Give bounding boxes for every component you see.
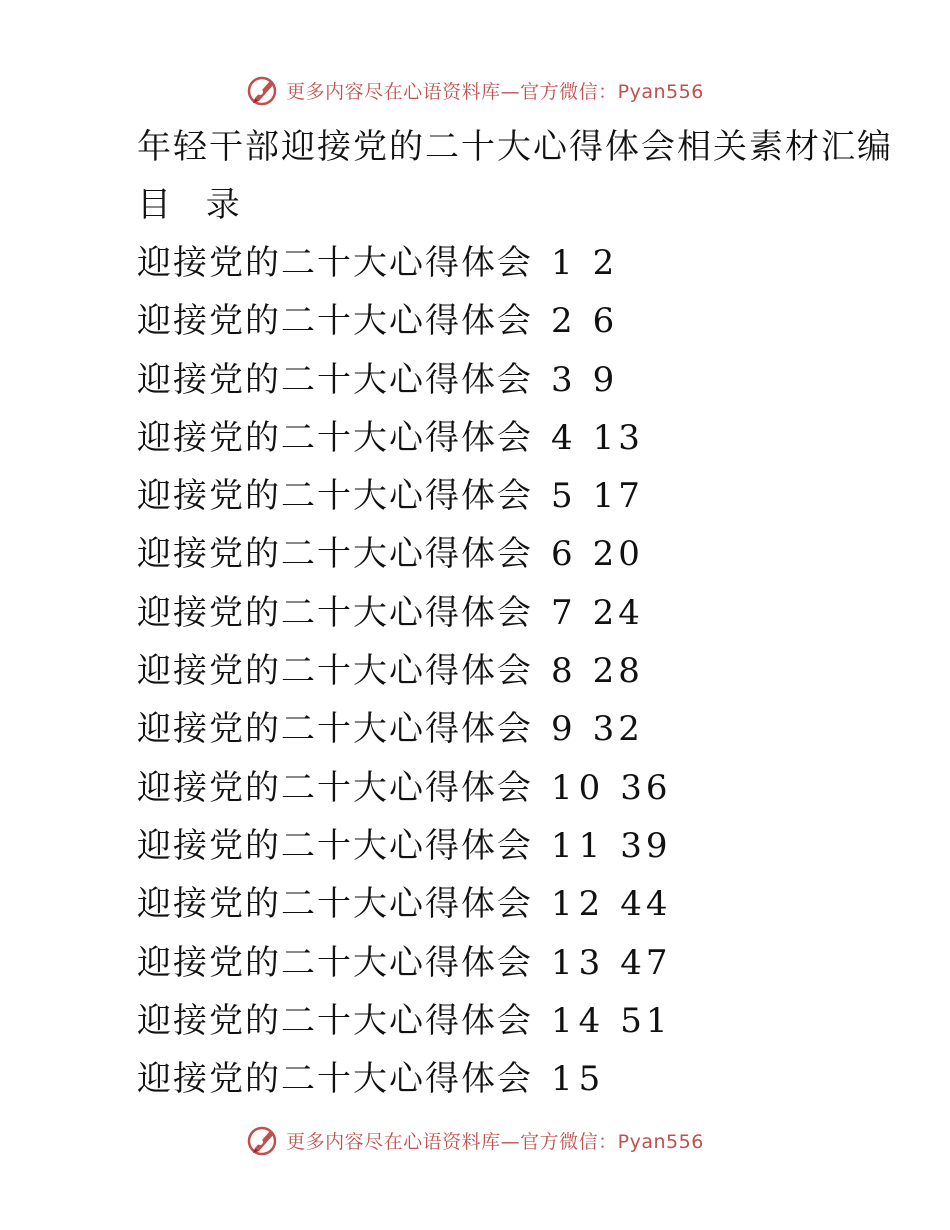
toc-item-label: 迎接党的二十大心得体会 bbox=[137, 417, 533, 458]
toc-heading: 目 录 bbox=[137, 185, 252, 225]
toc-item[interactable] bbox=[137, 934, 917, 992]
toc-item-number: 12 bbox=[551, 884, 607, 925]
toc-item[interactable] bbox=[137, 700, 917, 758]
toc-item-label: 迎接党的二十大心得体会 bbox=[137, 243, 533, 283]
toc-item-label: 迎接党的二十大心得体会 bbox=[137, 476, 533, 517]
toc-item-label: 迎接党的二十大心得体会 bbox=[137, 1059, 533, 1100]
toc-item-number: 10 bbox=[551, 767, 607, 808]
toc-item-page: 2 bbox=[592, 243, 619, 283]
table-of-contents bbox=[137, 234, 917, 1108]
toc-item-number: 11 bbox=[551, 825, 607, 866]
toc-item-label: 迎接党的二十大心得体会 bbox=[137, 942, 533, 983]
toc-item-number: 5 bbox=[551, 476, 579, 517]
toc-item-label: 迎接党的二十大心得体会 bbox=[137, 359, 533, 400]
toc-item[interactable] bbox=[137, 759, 917, 817]
toc-item-number: 13 bbox=[551, 942, 607, 983]
toc-item[interactable] bbox=[137, 409, 917, 467]
toc-item[interactable] bbox=[137, 817, 917, 875]
toc-item-number: 8 bbox=[551, 651, 579, 692]
document-body bbox=[137, 118, 917, 1108]
toc-item[interactable] bbox=[137, 467, 917, 525]
toc-item-label: 迎接党的二十大心得体会 bbox=[137, 1000, 533, 1041]
toc-item-page: 51 bbox=[620, 1000, 672, 1041]
toc-item-label: 迎接党的二十大心得体会 bbox=[137, 592, 533, 633]
toc-item-label: 迎接党的二十大心得体会 bbox=[137, 767, 533, 808]
toc-item-number: 9 bbox=[551, 709, 579, 750]
toc-item[interactable] bbox=[137, 525, 917, 583]
toc-item-page: 24 bbox=[592, 592, 644, 633]
document-title: 年轻干部迎接党的二十大心得体会相关素材汇编 bbox=[137, 127, 893, 167]
footer-banner-text[interactable]: 更多内容尽在心语资料库—官方微信：Pyan556 bbox=[286, 1130, 704, 1153]
toc-item-label: 迎接党的二十大心得体会 bbox=[137, 709, 533, 750]
pen-logo-icon bbox=[246, 1123, 280, 1157]
toc-item[interactable] bbox=[137, 642, 917, 700]
toc-item-page: 28 bbox=[592, 651, 644, 692]
toc-item-number: 15 bbox=[551, 1059, 607, 1100]
toc-item-number: 1 bbox=[551, 243, 579, 283]
toc-item-number: 7 bbox=[551, 592, 579, 633]
toc-item-label: 迎接党的二十大心得体会 bbox=[137, 301, 533, 342]
toc-item-page: 36 bbox=[620, 767, 672, 808]
toc-item-page: 13 bbox=[592, 417, 644, 458]
toc-item-number: 2 bbox=[551, 301, 579, 342]
toc-item-page: 39 bbox=[620, 825, 672, 866]
toc-item-page: 44 bbox=[620, 884, 672, 925]
toc-item[interactable] bbox=[137, 292, 917, 350]
toc-item-number: 4 bbox=[551, 417, 579, 458]
toc-item-label: 迎接党的二十大心得体会 bbox=[137, 884, 533, 925]
toc-item-page: 6 bbox=[592, 301, 619, 342]
toc-item-page: 9 bbox=[592, 359, 619, 400]
pen-logo-icon bbox=[246, 73, 280, 107]
header-banner-text[interactable]: 更多内容尽在心语资料库—官方微信：Pyan556 bbox=[286, 80, 704, 103]
toc-item-page: 20 bbox=[592, 534, 644, 575]
toc-item-number: 6 bbox=[551, 534, 579, 575]
toc-item[interactable] bbox=[137, 875, 917, 933]
toc-item-page: 47 bbox=[620, 942, 672, 983]
toc-item-page: 32 bbox=[592, 709, 644, 750]
toc-item[interactable] bbox=[137, 234, 917, 292]
toc-item-number: 3 bbox=[551, 359, 579, 400]
footer-banner bbox=[0, 1120, 950, 1160]
toc-item-label: 迎接党的二十大心得体会 bbox=[137, 534, 533, 575]
toc-item-label: 迎接党的二十大心得体会 bbox=[137, 651, 533, 692]
toc-item-label: 迎接党的二十大心得体会 bbox=[137, 825, 533, 866]
toc-item[interactable] bbox=[137, 584, 917, 642]
toc-item-page: 17 bbox=[592, 476, 644, 517]
header-banner bbox=[0, 70, 950, 110]
toc-item-number: 14 bbox=[551, 1000, 607, 1041]
toc-item[interactable] bbox=[137, 351, 917, 409]
toc-item[interactable] bbox=[137, 992, 917, 1050]
toc-item[interactable] bbox=[137, 1050, 917, 1108]
